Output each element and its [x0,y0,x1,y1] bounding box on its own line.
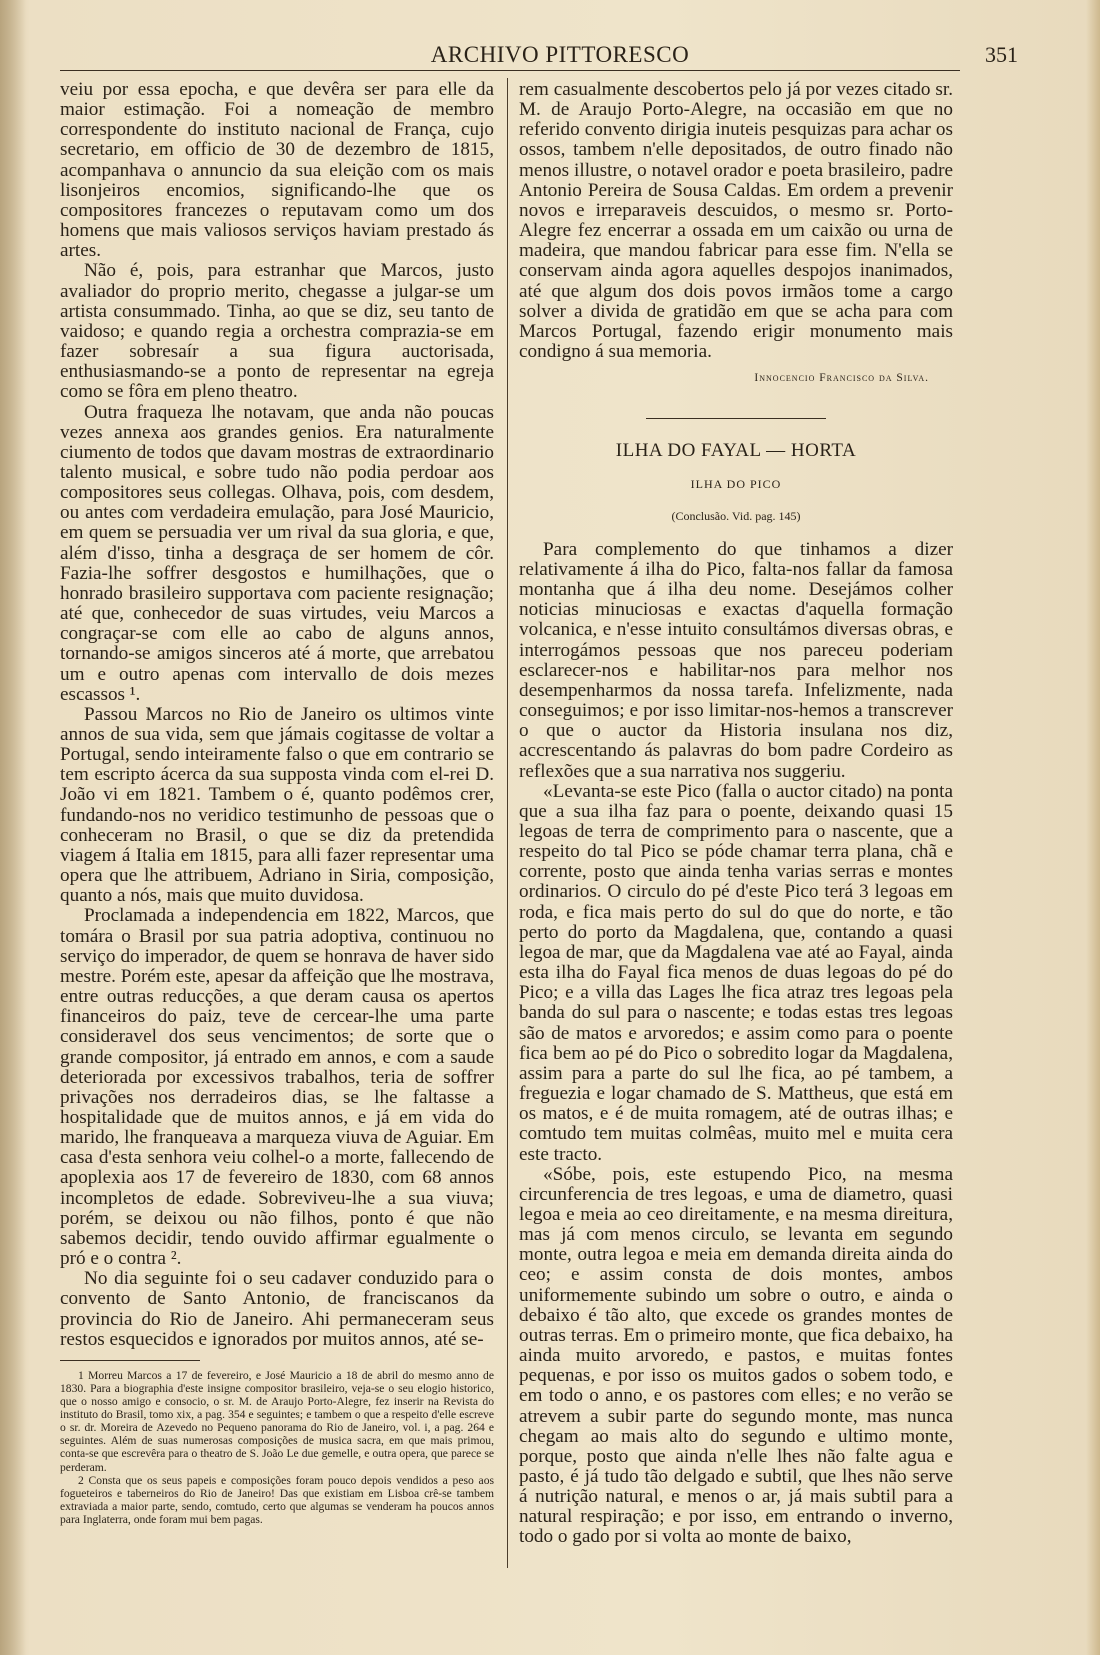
article-paragraph: Passou Marcos no Rio de Janeiro os ultimos vinte annos de sua vida, sem que jámais cogitasse de voltar a Portugal, sendo inteiramente falso o que em contrario se tem escripto ácerca da sua supposta vinda com el-rei D. João vi em 1821. Tambem o é, quanto podêmos crer, fundando-nos no veridico testimunho de pessoas que o conheceram no Brasil, o que se diz da pretendida viagem á Italia em 1815, para alli fazer representar uma opera que lhe attribuem, Adriano in Siria, composição, quanto a nós, mais que muito duvidosa. [60,703,494,907]
footnote: 1 Morreu Marcos a 17 de fevereiro, e José Mauricio a 18 de abril do mesmo anno de 1830. Para a biographia d'este insigne compositor brasileiro, veja-se o seu elogio historico, que o nosso amigo e consocio, o sr. M. de Araujo Porto-Alegre, fez inserir na Revista do instituto do Brasil, tomo xix, a pag. 354 e seguintes; e tambem o que a respeito d'elle escreve o sr. dr. Moreira de Azevedo no Pequeno panorama do Rio de Janeiro, vol. i, a pag. 264 e seguintes. Além de suas numerosas composições de musica sacra, em que mais primou, conta-se que escrevêra para o theatro de S. João Le due gemelle, e outra opera, que parece se perderam. [60,1368,494,1474]
article-paragraph: Não é, pois, para estranhar que Marcos, justo avaliador do proprio merito, chegasse a julgar-se um artista consummado. Tinha, ao que se diz, seu tanto de vaidoso; e quando regia a orchestra comprazia-se em fazer sobresaír a sua figura auctorisada, enthusiasmando-se a ponto de representar na egreja como se fôra em pleno theatro. [60,260,494,403]
article-continuation: rem casualmente descobertos pelo já por vezes citado sr. M. de Araujo Porto-Alegre, na occasião em que no referido convento dirigia inuteis pesquizas para achar os ossos, tambem n'elle depositados, de outro finado não menos illustre, o notavel orador e poeta brasileiro, padre Antonio Pereira de Sousa Caldas. Em ordem a prevenir novos e irreparaveis descuidos, o mesmo sr. Porto-Alegre fez encerrar a ossada em um caixão ou urna de madeira, que mandou fabricar para esse fim. N'ella se conservam ainda agora aquelles despojos inanimados, até que algum dos dois povos irmãos tome a cargo solver a divida de gratidão em que se acha para com Marcos Portugal, fazendo erigir monumento mais condigno á sua memoria. [519,79,953,363]
binding-shadow [0,0,26,1655]
header-rule [60,70,960,71]
author-signature: Innocencio Francisco da Silva. [754,372,929,385]
right-column [519,80,953,1548]
page-edge [1086,0,1100,1655]
article-paragraph: No dia seguinte foi o seu cadaver conduzido para o convento de Santo Antonio, de franciscanos da provincia do Rio de Janeiro. Ahi permaneceram seus restos esquecidos e ignorados por muitos annos, até se- [60,1268,494,1350]
column-divider [507,78,508,1568]
page-header [60,42,1060,72]
article-paragraph: «Sóbe, pois, este estupendo Pico, na mesma circunferencia de tres legoas, e uma de diametro, quasi legoa e meia ao ceo direitamente, e na mesma direitura, mas já com menos circulo, se levanta em segundo monte, outra legoa e meia em demanda direita ainda do ceo; e assim consta de dois montes, ambos uniformemente subindo um sobre o outro, e ainda o debaixo é tão alto, que excede os grandes montes de outras terras. Em o primeiro monte, que fica debaixo, ha ainda muito arvoredo, e pastos, e muitas fontes pequenas, e por isso os muitos gados o sobem todo, e em todo o anno, e os pastores com elles; e no verão se atrevem a subir parte do segundo monte, mas nunca chegam ao mais alto do segundo e ultimo monte, porque, posto que ainda n'elle lhes não falte agua e pasto, é já tudo tão delgado e subtil, que lhes não serve á nutrição natural, e menos o ar, já mais subtil para a natural respiração; e por isso, em entrando o inverno, todo o gado por si volta ao monte de baixo, [519,1163,953,1548]
section-note: (Conclusão. Vid. pag. 145) [671,508,801,523]
running-title: ARCHIVO PITTORESCO [430,42,690,67]
footnote: 2 Consta que os seus papeis e composições foram pouco depois vendidos a peso aos fogueteiros e taberneiros do Rio de Janeiro! Das que existiam em Lisboa crê-se tambem extraviada a maior parte, sendo, comtudo, certo que algumas se venderam ha poucos annos para Inglaterra, onde foram mui bem pagas. [60,1473,494,1526]
page-number: 351 [985,42,1018,67]
section-divider [646,418,826,419]
footnote-rule [60,1360,200,1361]
footnotes [60,1369,494,1526]
left-column [60,80,494,1526]
article-paragraph: veiu por essa epocha, e que devêra ser para elle da maior estimação. Foi a nomeação de membro correspondente do instituto nacional de França, cujo secretario, em officio de 30 de dezembro de 1815, acompanhava o annuncio da sua eleição com os mais lisonjeiros encomios, significando-lhe que os compositores francezes o reputavam como um dos homens que mais valiosos serviços haviam prestado ás artes. [60,79,494,262]
section-title: ILHA DO FAYAL — HORTA [615,440,857,462]
article-paragraph: «Levanta-se este Pico (falla o auctor citado) na ponta que a sua ilha faz para o poente, deixando quasi 15 legoas de terra de comprimento para o nascente, que a respeito do tal Pico se póde chamar terra plana, chã e corrente, posto que ainda tenha varias serras e montes ordinarios. O circulo do pé d'este Pico terá 3 legoas em roda, e fica mais perto do sul do que do norte, e tão perto do porto da Magdalena, que, contando a quasi legoa de mar, que da Magdalena vae até ao Fayal, ainda esta ilha do Fayal fica menos de duas legoas do pé do Pico; e a villa das Lages lhe fica atraz tres legoas pela banda do sul para o nascente; e todas estas tres legoas são de matos e arvoredos; e assim como para o poente fica bem ao pé do Pico o sobredito logar da Magdalena, assim para a parte do sul lhe fica, ao pé tambem, a freguezia e logar chamado de S. Mattheus, que está em os matos, e é de muita romagem, até de outras ilhas; e comtudo tem muitas colmêas, muito mel e muita cera este tracto. [519,780,953,1165]
section-subtitle: ILHA DO PICO [690,476,782,491]
article-paragraph: Proclamada a independencia em 1822, Marcos, que tomára o Brasil por sua patria adoptiva, continuou no serviço do imperador, de quem se honrava de haver sido mestre. Porém este, apesar da affeição que lhe mostrava, entre outras reducções, a que deram causa os apertos financeiros do paiz, teve de cercear-lhe uma parte consideravel dos seus vencimentos; de sorte que o grande compositor, já entrado em annos, e com a saude deteriorada por excessivos trabalhos, teria de soffrer privações nos derradeiros dias, se lhe faltasse a hospitalidade que de muitos annos, e já em vida do marido, lhe franqueava a marqueza viuva de Aguiar. Em casa d'esta senhora veiu colhel-o a morte, fallecendo de apoplexia aos 17 de fevereiro de 1830, com 68 annos incompletos de edade. Sobreviveu-lhe a sua viuva; porém, se deixou ou não filhos, ponto é que não sabemos decidir, tendo ouvido affirmar egualmente o pró e o contra ². [60,905,494,1270]
article-paragraph: Outra fraqueza lhe notavam, que anda não poucas vezes annexa aos grandes genios. Era naturalmente ciumento de todos que davam mostras de extraordinario talento musical, e sobre tudo não podia perdoar aos compositores seus collegas. Olhava, pois, com desdem, ou antes com verdadeira emulação, para José Mauricio, em quem se persuadia ver um rival da sua gloria, e que, além d'isso, tinha a desgraça de ser homem de côr. Fazia-lhe soffrer desgostos e humilhações, que o honrado brasileiro supportava com paciente resignação; até que, conhecedor de suas virtudes, veiu Marcos a congraçar-se com elle ao cabo de alguns annos, tornando-se amigos sinceros até á morte, que arrebatou um e outro apenas com intervallo de dois mezes escassos ¹. [60,401,494,705]
article-paragraph: Para complemento do que tinhamos a dizer relativamente á ilha do Pico, falta-nos fallar da famosa montanha que á ilha deu nome. Desejámos colher noticias minuciosas e exactas d'aquella formação volcanica, e n'esse intuito consultámos diversas obras, e interrogámos pessoas que nos pareceu poderiam esclarecer-nos e habilitar-nos para melhor nos desempenharmos da nossa tarefa. Infelizmente, nada conseguimos; e por isso limitar-nos-hemos a transcrever o que o auctor da Historia insulana nos diz, accrescentando ás palavras do bom padre Cordeiro as reflexões que a sua narrativa nos suggeriu. [519,538,953,782]
